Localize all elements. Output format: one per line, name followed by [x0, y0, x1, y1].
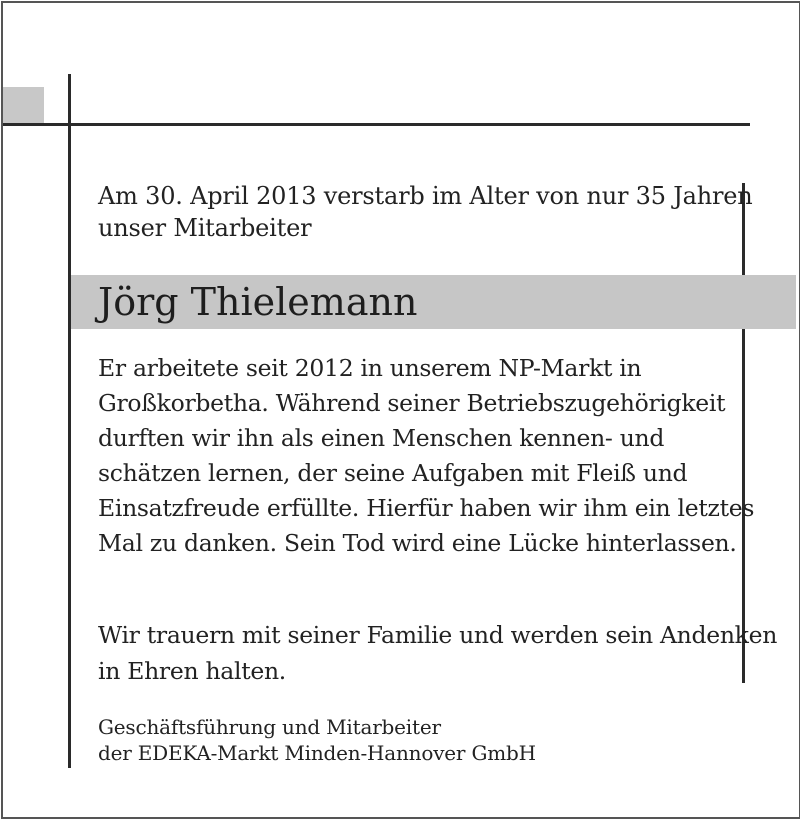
deceased-name: Jörg Thielemann [98, 280, 418, 324]
tribute-paragraph [98, 351, 754, 561]
tribute-line: Großkorbetha. Während seiner Betriebszugehörigkeit [98, 389, 726, 417]
tribute-line: schätzen lernen, der seine Aufgaben mit Fleiß und [98, 459, 688, 487]
signature [98, 714, 536, 766]
signature-line: Geschäftsführung und Mitarbeiter [98, 715, 441, 739]
intro-line: unser Mitarbeiter [98, 214, 312, 242]
tribute-line: Er arbeitete seit 2012 in unserem NP-Markt in [98, 354, 642, 382]
tribute-line: Mal zu danken. Sein Tod wird eine Lücke hinterlassen. [98, 529, 737, 557]
intro-text [98, 180, 753, 244]
tribute-line: durften wir ihn als einen Menschen kennen- und [98, 424, 665, 452]
decorative-gray-square [3, 87, 44, 125]
top-horizontal-rule [3, 123, 750, 126]
mourning-line: Wir trauern mit seiner Familie und werden sein Andenken [98, 621, 778, 649]
mourning-line: in Ehren halten. [98, 657, 286, 685]
left-vertical-rule [68, 74, 71, 768]
signature-line: der EDEKA-Markt Minden-Hannover GmbH [98, 741, 536, 765]
intro-line: Am 30. April 2013 verstarb im Alter von nur 35 Jahren [98, 182, 753, 210]
mourning-paragraph [98, 617, 777, 689]
tribute-line: Einsatzfreude erfüllte. Hierfür haben wir ihm ein letztes [98, 494, 755, 522]
